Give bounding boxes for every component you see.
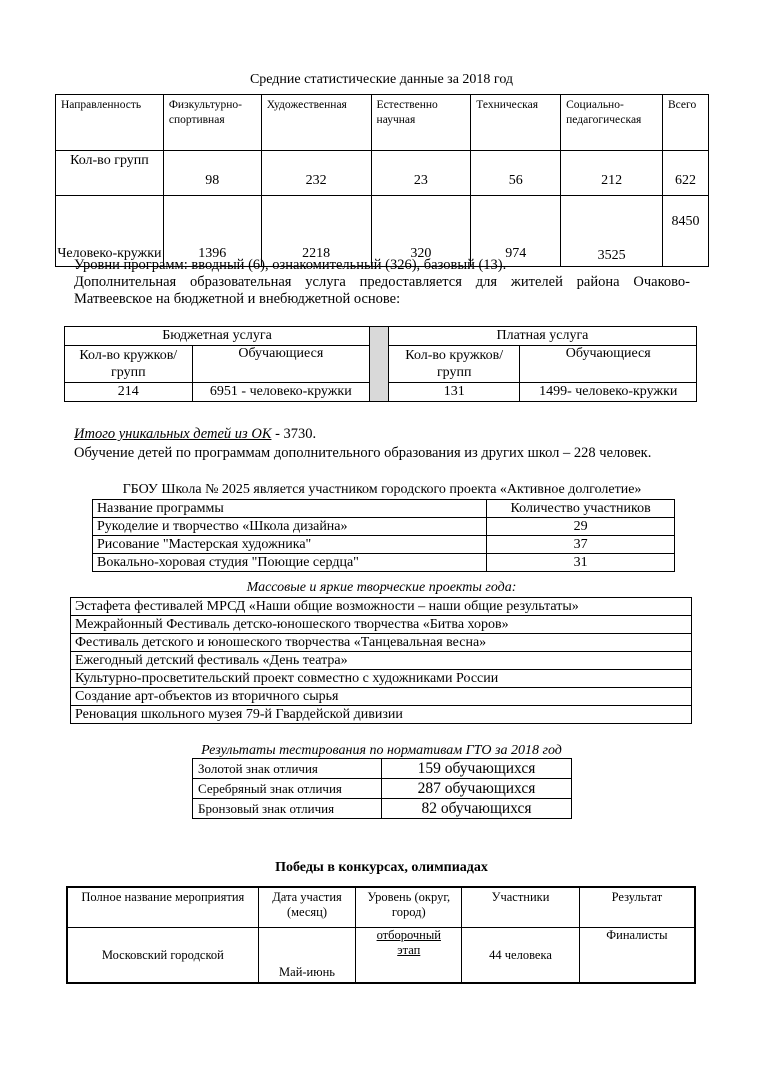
project-item: Эстафета фестивалей МРСД «Наши общие возможности – наши общие результаты» xyxy=(71,598,692,616)
longevity-title: ГБОУ Школа № 2025 является участником городского проекта «Активное долголетие» xyxy=(122,482,642,497)
projects-table xyxy=(70,597,692,724)
paid-title: Платная услуга xyxy=(388,327,696,346)
stats-row-label: Кол-во групп xyxy=(56,151,164,196)
longevity-program-count: 29 xyxy=(487,518,675,536)
stats-cell: 3525 xyxy=(561,196,663,267)
unique-label: Итого уникальных детей из ОК xyxy=(74,426,272,442)
stats-header-cell: Техническая xyxy=(471,95,561,151)
stats-header-cell: Естественно научная xyxy=(371,95,471,151)
stats-header-cell: Всего xyxy=(663,95,709,151)
table-row xyxy=(93,536,675,554)
project-item: Фестиваль детского и юношеского творчества «Танцевальная весна» xyxy=(71,634,692,652)
project-item: Ежегодный детский фестиваль «День театра» xyxy=(71,652,692,670)
stats-title: Средние статистические данные за 2018 год xyxy=(249,72,514,87)
table-row xyxy=(71,706,692,724)
longevity-program-name: Рисование "Мастерская художника" xyxy=(93,536,487,554)
contest-result: Финалисты xyxy=(579,928,695,984)
contests-header-cell: Уровень (округ, город) xyxy=(356,887,462,928)
levels-text: Уровни программ: вводный (6), ознакомительный (326), базовый (13). xyxy=(74,257,507,273)
table-row xyxy=(71,652,692,670)
table-row xyxy=(193,759,572,779)
table-row xyxy=(71,670,692,688)
stats-cell: 622 xyxy=(663,151,709,196)
budget-groups-header: Кол-во кружков/групп xyxy=(65,346,193,383)
stats-header-cell: Направленность xyxy=(56,95,164,151)
unique-children xyxy=(74,426,690,443)
budget-students-value: 6951 - человеко-кружки xyxy=(192,383,369,402)
projects-title: Массовые и яркие творческие проекты года: xyxy=(246,580,517,595)
stats-cell: 212 xyxy=(561,151,663,196)
project-item: Культурно-просветительский проект совместно с художниками России xyxy=(71,670,692,688)
stats-cell: 1396 xyxy=(163,196,261,267)
stats-row-label: Человеко-кружки xyxy=(56,196,164,267)
gto-label: Серебряный знак отличия xyxy=(193,779,382,799)
table-row xyxy=(193,779,572,799)
longevity-table xyxy=(92,499,675,572)
other-schools-text: Обучение детей по программам дополнительного образования из других школ – 228 человек. xyxy=(74,445,652,461)
longevity-col-name: Название программы xyxy=(93,500,487,518)
gto-table xyxy=(192,758,572,819)
service-text: Дополнительная образовательная услуга предоставляется для жителей района Очаково-Матвеевское на бюджетной и внебюджетной основе: xyxy=(74,274,690,307)
contests-header-cell: Участники xyxy=(462,887,580,928)
longevity-col-count: Количество участников xyxy=(487,500,675,518)
stats-header-cell: Художественная xyxy=(261,95,371,151)
stats-cell: 232 xyxy=(261,151,371,196)
stats-table xyxy=(55,94,709,267)
gto-label: Бронзовый знак отличия xyxy=(193,799,382,819)
budget-title: Бюджетная услуга xyxy=(65,327,370,346)
project-item: Межрайонный Фестиваль детско-юношеского творчества «Битва хоров» xyxy=(71,616,692,634)
gto-value: 82 обучающихся xyxy=(382,799,572,819)
services-divider xyxy=(370,327,389,402)
paid-groups-header: Кол-во кружков/групп xyxy=(388,346,520,383)
contest-level: отборочный этап xyxy=(356,928,462,984)
contests-header-cell: Дата участия (месяц) xyxy=(258,887,356,928)
gto-title: Результаты тестирования по нормативам ГТО за 2018 год xyxy=(201,743,562,758)
contest-date: Май-июнь xyxy=(258,928,356,984)
budget-groups-value: 214 xyxy=(65,383,193,402)
table-row xyxy=(71,688,692,706)
paid-groups-value: 131 xyxy=(388,383,520,402)
stats-cell: 56 xyxy=(471,151,561,196)
stats-header-cell: Социально-педагогическая xyxy=(561,95,663,151)
table-row xyxy=(71,634,692,652)
paid-students-header: Обучающиеся xyxy=(520,346,697,383)
stats-cell: 2218 xyxy=(261,196,371,267)
stats-cell: 8450 xyxy=(663,196,709,267)
stats-header-cell: Физкультурно-спортивная xyxy=(163,95,261,151)
table-row xyxy=(93,500,675,518)
table-row xyxy=(71,616,692,634)
project-item: Создание арт-объектов из вторичного сырья xyxy=(71,688,692,706)
stats-cell: 320 xyxy=(371,196,471,267)
contests-header-cell: Результат xyxy=(579,887,695,928)
contests-header-cell: Полное название мероприятия xyxy=(67,887,258,928)
table-row xyxy=(67,928,695,984)
table-row xyxy=(193,799,572,819)
stats-cell: 974 xyxy=(471,196,561,267)
contests-title: Победы в конкурсах, олимпиадах xyxy=(275,860,488,875)
gto-value: 287 обучающихся xyxy=(382,779,572,799)
unique-value: - 3730. xyxy=(271,426,317,442)
stats-cell: 98 xyxy=(163,151,261,196)
table-row xyxy=(56,196,709,267)
longevity-program-count: 31 xyxy=(487,554,675,572)
stats-header-row xyxy=(56,95,709,151)
paid-students-value: 1499- человеко-кружки xyxy=(520,383,697,402)
longevity-program-name: Вокально-хоровая студия "Поющие сердца" xyxy=(93,554,487,572)
contests-table xyxy=(66,886,696,984)
contest-participants: 44 человека xyxy=(462,928,580,984)
longevity-program-count: 37 xyxy=(487,536,675,554)
budget-students-header: Обучающиеся xyxy=(192,346,369,383)
longevity-program-name: Рукоделие и творчество «Школа дизайна» xyxy=(93,518,487,536)
table-row xyxy=(93,554,675,572)
gto-label: Золотой знак отличия xyxy=(193,759,382,779)
table-row xyxy=(56,151,709,196)
project-item: Реновация школьного музея 79-й Гвардейской дивизии xyxy=(71,706,692,724)
contest-name: Московский городской xyxy=(67,928,258,984)
table-row xyxy=(71,598,692,616)
gto-value: 159 обучающихся xyxy=(382,759,572,779)
services-table xyxy=(64,326,697,402)
stats-cell: 23 xyxy=(371,151,471,196)
table-row xyxy=(93,518,675,536)
contests-header-row xyxy=(67,887,695,928)
